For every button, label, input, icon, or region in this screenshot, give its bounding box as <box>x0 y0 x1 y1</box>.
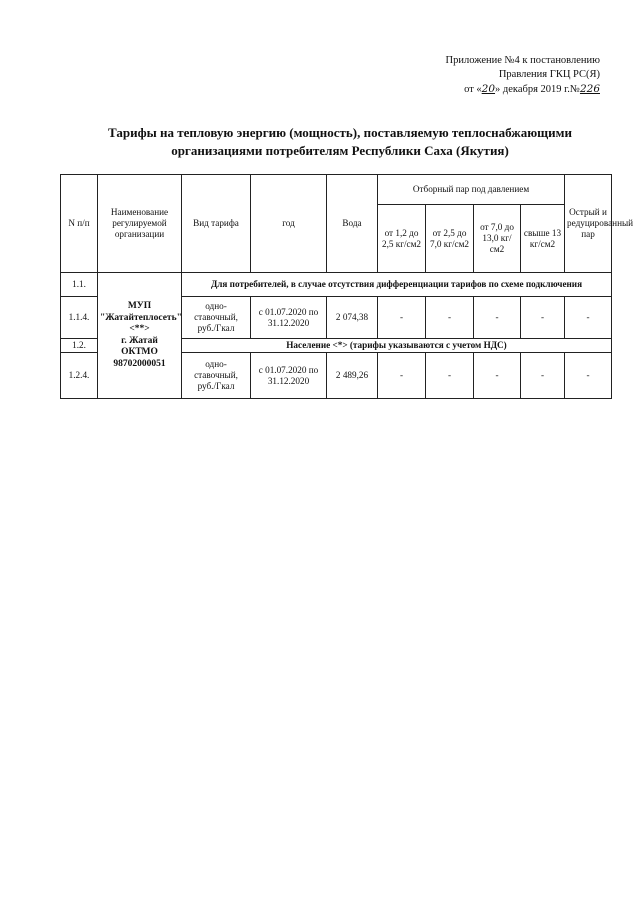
header-num: N п/п <box>61 175 98 273</box>
row-num: 1.1.4. <box>61 297 98 339</box>
steam-1-value: - <box>378 297 426 339</box>
steam-3-value: - <box>474 297 521 339</box>
header-water: Вода <box>327 175 378 273</box>
tariff-type-cell: одно-ставочный, руб./Гкал <box>182 353 251 399</box>
header-row-1 <box>61 175 612 205</box>
section-title: Для потребителей, в случае отсутствия дифференциации тарифов по схеме подключения <box>182 273 612 297</box>
steam-1-value: - <box>378 353 426 399</box>
date-day: 20 <box>481 83 496 95</box>
steam-4-value: - <box>521 297 565 339</box>
tariff-table <box>60 174 634 399</box>
date-prefix: от « <box>464 84 482 95</box>
table-row <box>61 273 612 297</box>
org-oktmo-label: ОКТМО <box>121 347 158 357</box>
period-cell: с 01.07.2020 по 31.12.2020 <box>251 297 327 339</box>
org-oktmo: 98702000051 <box>113 358 166 369</box>
header-steam-3: от 7,0 до 13,0 кг/см2 <box>474 205 521 273</box>
org-name-1: МУП <box>127 301 152 311</box>
header-steam-4: свыше 13 кг/см2 <box>521 205 565 273</box>
section-title: Население <*> (тарифы указываются с учетом НДС) <box>182 339 612 353</box>
row-num: 1.2.4. <box>61 353 98 399</box>
header-steam-reduced: Острый и редуцированный пар <box>565 175 612 273</box>
tariff-type-cell: одно-ставочный, руб./Гкал <box>182 297 251 339</box>
appendix-date-line <box>400 82 600 97</box>
appendix-block <box>400 54 600 97</box>
row-num: 1.1. <box>61 273 98 297</box>
steam-2-value: - <box>426 297 474 339</box>
date-middle: » декабря 2019 г.№ <box>495 84 580 95</box>
title-line-2: организациями потребителям Республики Саха (Якутия) <box>171 143 509 158</box>
title-line-1: Тарифы на тепловую энергию (мощность), поставляемую теплоснабжающими <box>108 125 572 140</box>
org-place: г. Жатай <box>121 335 158 346</box>
water-value: 2 074,38 <box>327 297 378 339</box>
period-cell: с 01.07.2020 по 31.12.2020 <box>251 353 327 399</box>
page-title <box>60 124 620 160</box>
water-value: 2 489,26 <box>327 353 378 399</box>
header-steam-group: Отборный пар под давлением <box>378 175 565 205</box>
header-year: год <box>251 175 327 273</box>
steam-2-value: - <box>426 353 474 399</box>
header-steam-2: от 2,5 до 7,0 кг/см2 <box>426 205 474 273</box>
org-name-3: <**> <box>129 324 150 334</box>
date-number: 226 <box>579 83 600 95</box>
appendix-line-1: Приложение №4 к постановлению <box>445 55 600 66</box>
header-org: Наименование регулируемой организации <box>98 175 182 273</box>
header-steam-1: от 1,2 до 2,5 кг/см2 <box>378 205 426 273</box>
steam-reduced-value: - <box>565 353 612 399</box>
org-cell <box>98 273 182 399</box>
appendix-line-2: Правления ГКЦ РС(Я) <box>498 69 600 80</box>
org-name-2: "Жатайтеплосеть" <box>100 312 182 323</box>
steam-4-value: - <box>521 353 565 399</box>
steam-reduced-value: - <box>565 297 612 339</box>
steam-3-value: - <box>474 353 521 399</box>
header-tariff-type: Вид тарифа <box>182 175 251 273</box>
row-num: 1.2. <box>61 339 98 353</box>
